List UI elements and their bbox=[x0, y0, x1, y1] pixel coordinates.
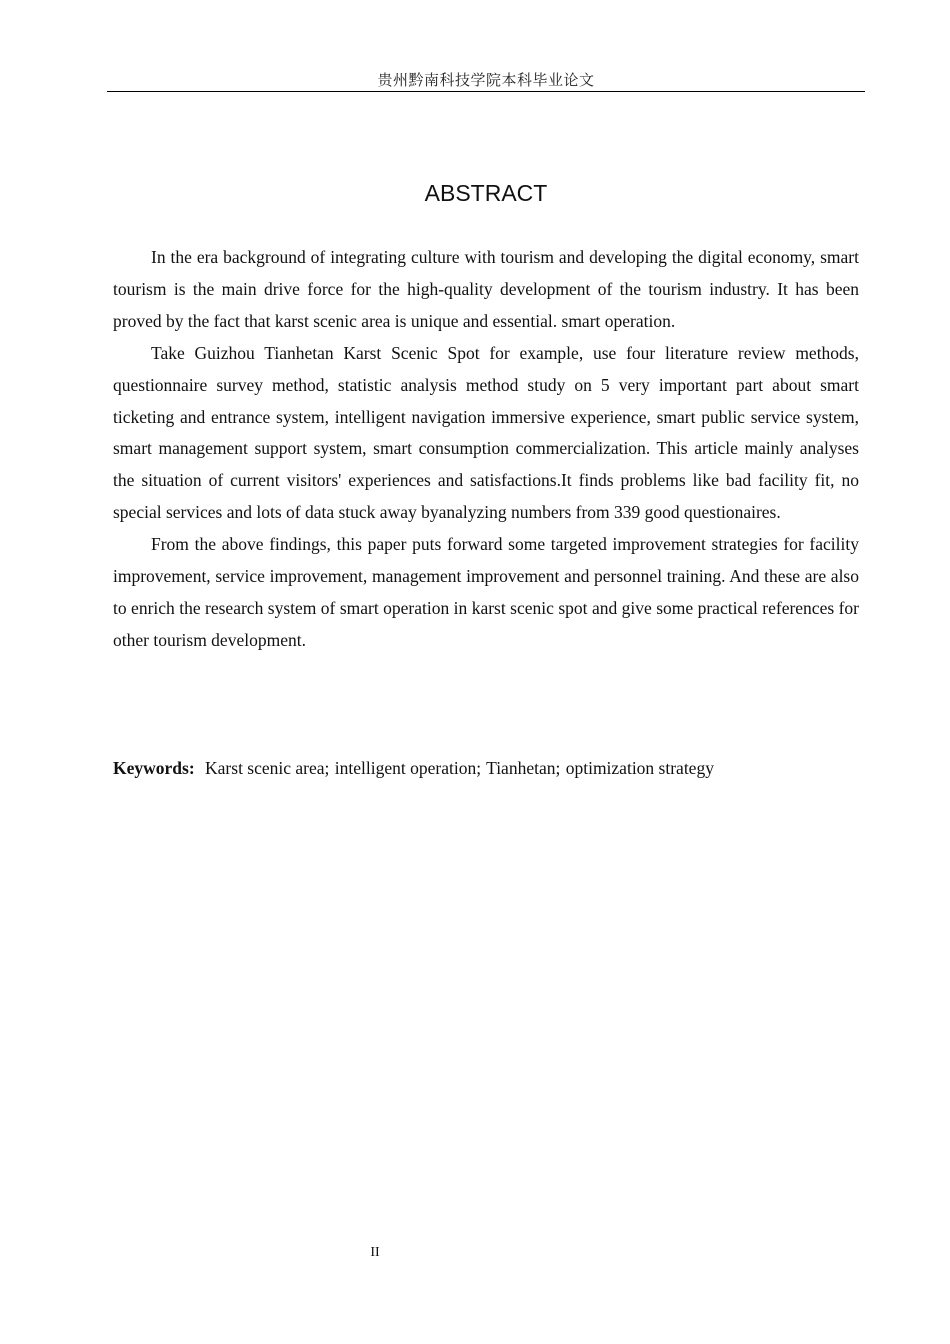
page-number: II bbox=[370, 1245, 380, 1260]
keyword-item: Tianhetan; bbox=[486, 758, 561, 778]
running-header-title: 贵州黔南科技学院本科毕业论文 bbox=[377, 71, 595, 89]
abstract-paragraph: In the era background of integrating culture with tourism and developing the digital economy, smart tourism is the main drive force for the high-quality development of the tourism industry. It has been proved by the fact that karst scenic area is unique and essential. smart operation. bbox=[113, 247, 859, 331]
keyword-item: optimization strategy bbox=[565, 758, 714, 778]
keyword-item: Karst scenic area; bbox=[205, 758, 330, 778]
keyword-item: intelligent operation; bbox=[334, 758, 482, 778]
abstract-paragraph: From the above findings, this paper puts forward some targeted improvement strategies for facility improvement, service improvement, management improvement and personnel training. And these are also to enrich the research system of smart operation in karst scenic spot and give some practical references for other tourism development. bbox=[113, 534, 859, 650]
running-header bbox=[107, 70, 865, 92]
abstract-paragraph: Take Guizhou Tianhetan Karst Scenic Spot for example, use four literature review methods, questionnaire survey method, statistic analysis method study on 5 very important part about smart ticketing and entrance system, intelligent navigation immersive experience, smart public service system, smart management support system, smart consumption commercialization. This article mainly analyses the situation of current visitors' experiences and satisfactions.It finds problems like bad facility fit, no special services and lots of data stuck away byanalyzing numbers from 339 good questionaires. bbox=[113, 342, 859, 523]
keywords-label: Keywords: bbox=[113, 758, 195, 778]
keywords-line bbox=[113, 752, 859, 784]
abstract-title: ABSTRACT bbox=[424, 180, 548, 206]
abstract-body bbox=[113, 242, 859, 657]
